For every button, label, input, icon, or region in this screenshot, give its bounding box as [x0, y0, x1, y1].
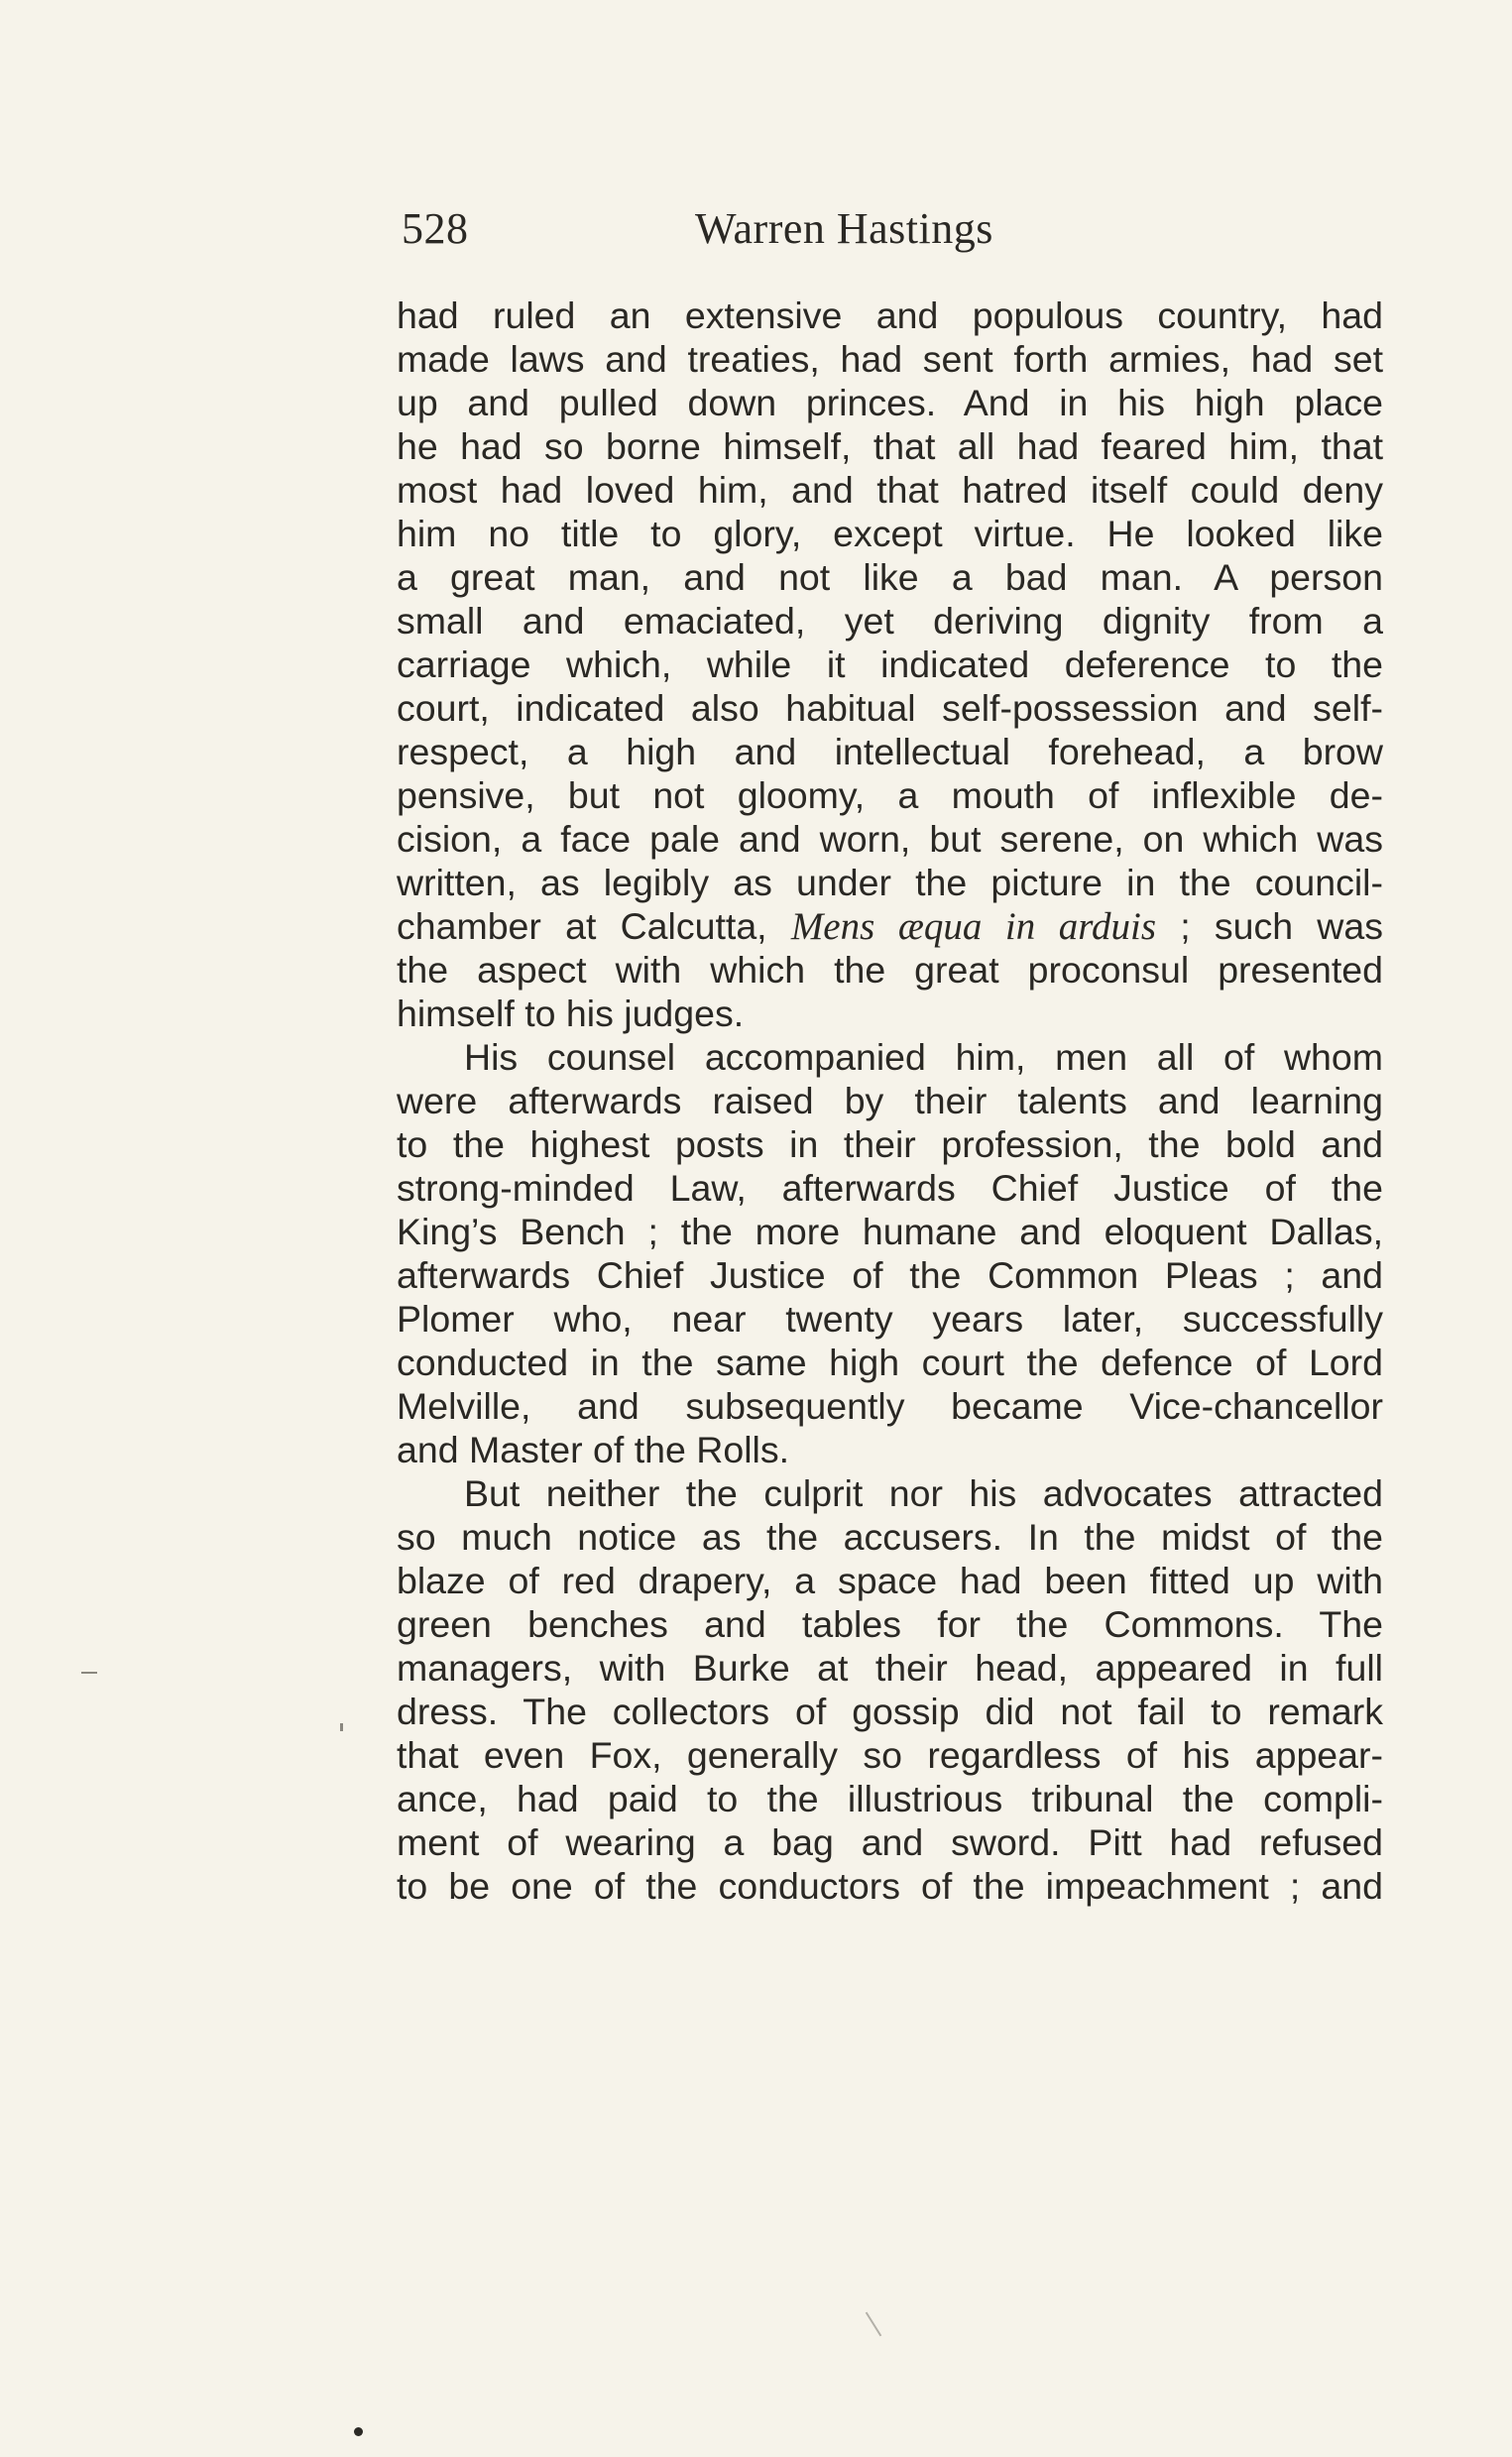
text-segment: ; such was	[1180, 905, 1383, 947]
text-line: managers, with Burke at their head, appeared in full	[397, 1647, 1383, 1689]
body-text	[397, 293, 1383, 1908]
text-line: the aspect with which the great proconsul presented	[397, 949, 1383, 991]
text-line: a great man, and not like a bad man. A person	[397, 556, 1383, 598]
text-line: green benches and tables for the Commons. The	[397, 1603, 1383, 1645]
text-line: cision, a face pale and worn, but serene, on which was	[397, 818, 1383, 860]
text-line: respect, a high and intellectual forehead, a brow	[397, 731, 1383, 772]
text-line: him no title to glory, except virtue. He looked like	[397, 513, 1383, 554]
text-line: he had so borne himself, that all had feared him, that	[397, 425, 1383, 467]
text-line: to be one of the conductors of the impeachment ; and	[397, 1865, 1383, 1907]
text-line-with-motto	[397, 904, 1383, 948]
text-line: so much notice as the accusers. In the midst of the	[397, 1516, 1383, 1558]
text-line: that even Fox, generally so regardless of his appear-	[397, 1734, 1383, 1776]
running-head	[402, 203, 1393, 263]
paragraph-start: But neither the culprit nor his advocates attracted	[464, 1472, 1383, 1514]
stray-pencil-mark	[866, 2312, 882, 2337]
paragraph-start: His counsel accompanied him, men all of whom	[464, 1036, 1383, 1078]
text-line: strong-minded Law, afterwards Chief Justice of the	[397, 1167, 1383, 1209]
text-line: ance, had paid to the illustrious tribunal the compli-	[397, 1778, 1383, 1819]
text-line: carriage which, while it indicated deference to the	[397, 644, 1383, 685]
ink-dot-mark	[354, 2427, 363, 2436]
margin-tick-mark	[340, 1723, 343, 1731]
text-line: and Master of the Rolls.	[397, 1429, 790, 1470]
page-number: 528	[402, 204, 469, 253]
text-line: King’s Bench ; the more humane and eloquent Dallas,	[397, 1211, 1383, 1252]
text-line: conducted in the same high court the defence of Lord	[397, 1342, 1383, 1383]
text-line: Plomer who, near twenty years later, successfully	[397, 1298, 1383, 1340]
latin-motto: Mens æqua in arduis	[790, 905, 1157, 948]
text-line: afterwards Chief Justice of the Common Pleas ; and	[397, 1254, 1383, 1296]
running-title: Warren Hastings	[695, 204, 993, 253]
text-line: Melville, and subsequently became Vice-chancellor	[397, 1385, 1383, 1427]
text-line: court, indicated also habitual self-possession and self-	[397, 687, 1383, 729]
text-line: had ruled an extensive and populous country, had	[397, 294, 1383, 336]
text-line: himself to his judges.	[397, 993, 745, 1034]
text-line: blaze of red drapery, a space had been fitted up with	[397, 1560, 1383, 1601]
text-line: small and emaciated, yet deriving dignity from a	[397, 600, 1383, 642]
text-line: written, as legibly as under the picture in the council-	[397, 862, 1383, 903]
text-segment: chamber at Calcutta,	[397, 905, 767, 947]
text-line: pensive, but not gloomy, a mouth of inflexible de-	[397, 774, 1383, 816]
text-line: made laws and treaties, had sent forth armies, had set	[397, 338, 1383, 380]
text-line: dress. The collectors of gossip did not fail to remark	[397, 1691, 1383, 1732]
margin-dash-mark	[81, 1672, 97, 1674]
text-line: ment of wearing a bag and sword. Pitt had refused	[397, 1821, 1383, 1863]
text-line: most had loved him, and that hatred itself could deny	[397, 469, 1383, 511]
text-line: were afterwards raised by their talents and learning	[397, 1080, 1383, 1121]
text-line: to the highest posts in their profession, the bold and	[397, 1123, 1383, 1165]
text-line: up and pulled down princes. And in his high place	[397, 382, 1383, 423]
